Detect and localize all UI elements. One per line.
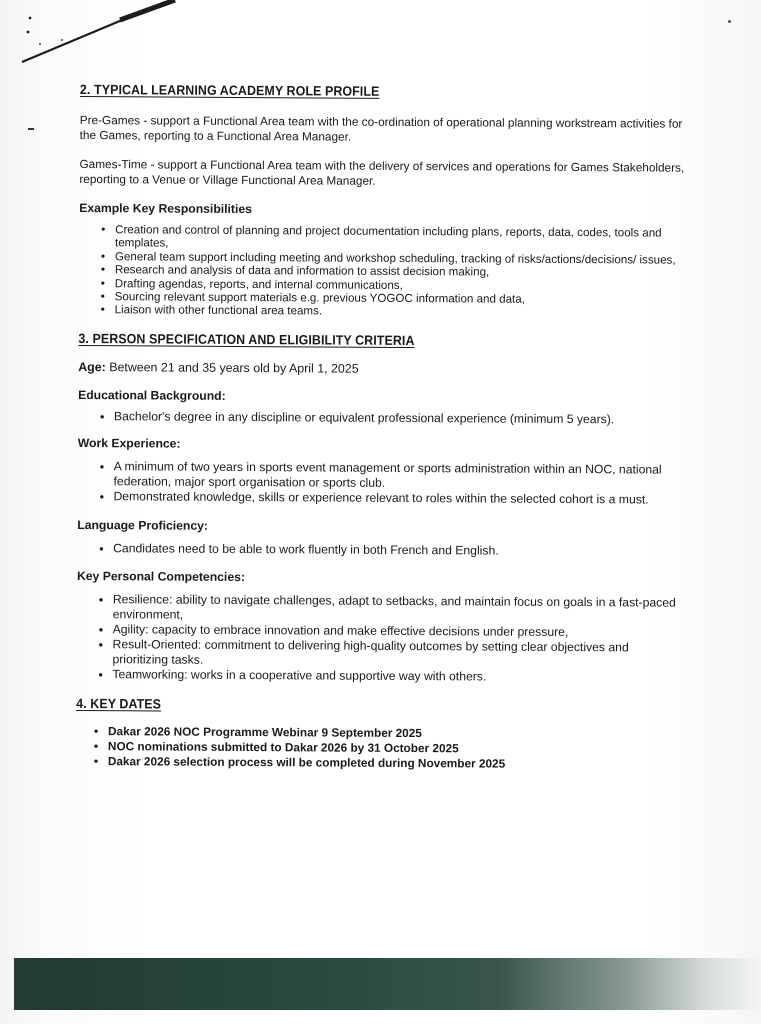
footer-band bbox=[14, 958, 761, 1010]
competency-text: commitment to delivering high-quality outcomes by setting clear objectives and prioritizing tasks. bbox=[112, 637, 629, 667]
competencies-list bbox=[76, 592, 687, 686]
games-time-paragraph: Games-Time - support a Functional Area team with the delivery of services and operations for Games Stakeholders, reporting to a Venue or Village Functional Area Manager. bbox=[79, 156, 685, 188]
language-list bbox=[77, 541, 687, 560]
list-item: • Bachelor's degree in any discipline or equivalent professional experience (minimum 5 years). bbox=[114, 409, 688, 428]
list-item: • Liaison with other functional area teams. bbox=[115, 304, 689, 321]
age-value: Between 21 and 35 years old by April 1, 2025 bbox=[105, 360, 359, 376]
section-3-heading: 3. PERSON SPECIFICATION AND ELIGIBILITY CRITERIA bbox=[78, 330, 415, 348]
work-heading: Work Experience: bbox=[77, 435, 181, 451]
list-item bbox=[113, 592, 687, 626]
competency-text: capacity to embrace innovation and make effective decisions under pressure, bbox=[148, 622, 569, 639]
list-item: • Dakar 2026 NOC Programme Webinar 9 September 2025 bbox=[108, 724, 686, 743]
competency-label: Teamworking: bbox=[112, 667, 188, 682]
pre-games-paragraph: Pre-Games - support a Functional Area team with the co-ordination of operational planning workstream activities for the Games, reporting to a Functional Area Manager. bbox=[79, 112, 683, 144]
competency-label: Resilience: bbox=[112, 592, 173, 607]
competency-text: ability to navigate challenges, adapt to setbacks, and maintain focus on goals in a fast-paced environment, bbox=[112, 592, 676, 622]
responsibilities-heading: Example Key Responsibilities bbox=[79, 200, 253, 217]
education-heading: Educational Background: bbox=[78, 387, 226, 403]
list-item: • Dakar 2026 selection process will be completed during November 2025 bbox=[108, 754, 686, 773]
list-item: • Research and analysis of data and information to assist decision making, bbox=[115, 263, 689, 280]
list-item: • Candidates need to be able to work fluently in both French and English. bbox=[113, 541, 687, 560]
competencies-heading: Key Personal Competencies: bbox=[76, 568, 246, 584]
age-line bbox=[78, 360, 688, 379]
section-4-heading: 4. KEY DATES bbox=[76, 695, 162, 712]
scan-dot bbox=[728, 20, 731, 23]
scan-mark bbox=[28, 128, 34, 130]
list-item: • NOC nominations submitted to Dakar 2026 by 31 October 2025 bbox=[108, 739, 686, 758]
list-item bbox=[112, 667, 686, 686]
list-item bbox=[112, 637, 686, 671]
education-list bbox=[78, 409, 688, 428]
list-item: • A minimum of two years in sports event management or sports administration within an NOC, national federation, major sport organisation or sports club. bbox=[114, 459, 688, 493]
section-2-heading: 2. TYPICAL LEARNING ACADEMY ROLE PROFILE bbox=[79, 82, 380, 99]
key-dates-list bbox=[76, 724, 686, 773]
scan-corner-marks bbox=[0, 0, 200, 70]
list-item: • Drafting agendas, reports, and internal communications, bbox=[115, 277, 689, 294]
document-content bbox=[76, 82, 690, 773]
list-item: • Demonstrated knowledge, skills or experience relevant to roles within the selected cohort is a must. bbox=[113, 489, 687, 508]
competency-label: Result-Oriented: bbox=[112, 637, 202, 652]
list-item: • Creation and control of planning and project documentation including plans, reports, data, codes, tools and templates, bbox=[115, 223, 689, 253]
language-heading: Language Proficiency: bbox=[77, 517, 209, 533]
list-item: • Sourcing relevant support materials e.g. previous YOGOC information and data, bbox=[115, 290, 689, 307]
responsibilities-list bbox=[79, 223, 690, 321]
competency-label: Agility: bbox=[112, 622, 149, 637]
work-list bbox=[77, 459, 687, 508]
list-item: • General team support including meeting and workshop scheduling, tracking of risks/actions/decisions/ issues, bbox=[115, 250, 689, 267]
age-label: Age: bbox=[78, 359, 106, 375]
competency-text: works in a cooperative and supportive way with others. bbox=[187, 667, 487, 684]
